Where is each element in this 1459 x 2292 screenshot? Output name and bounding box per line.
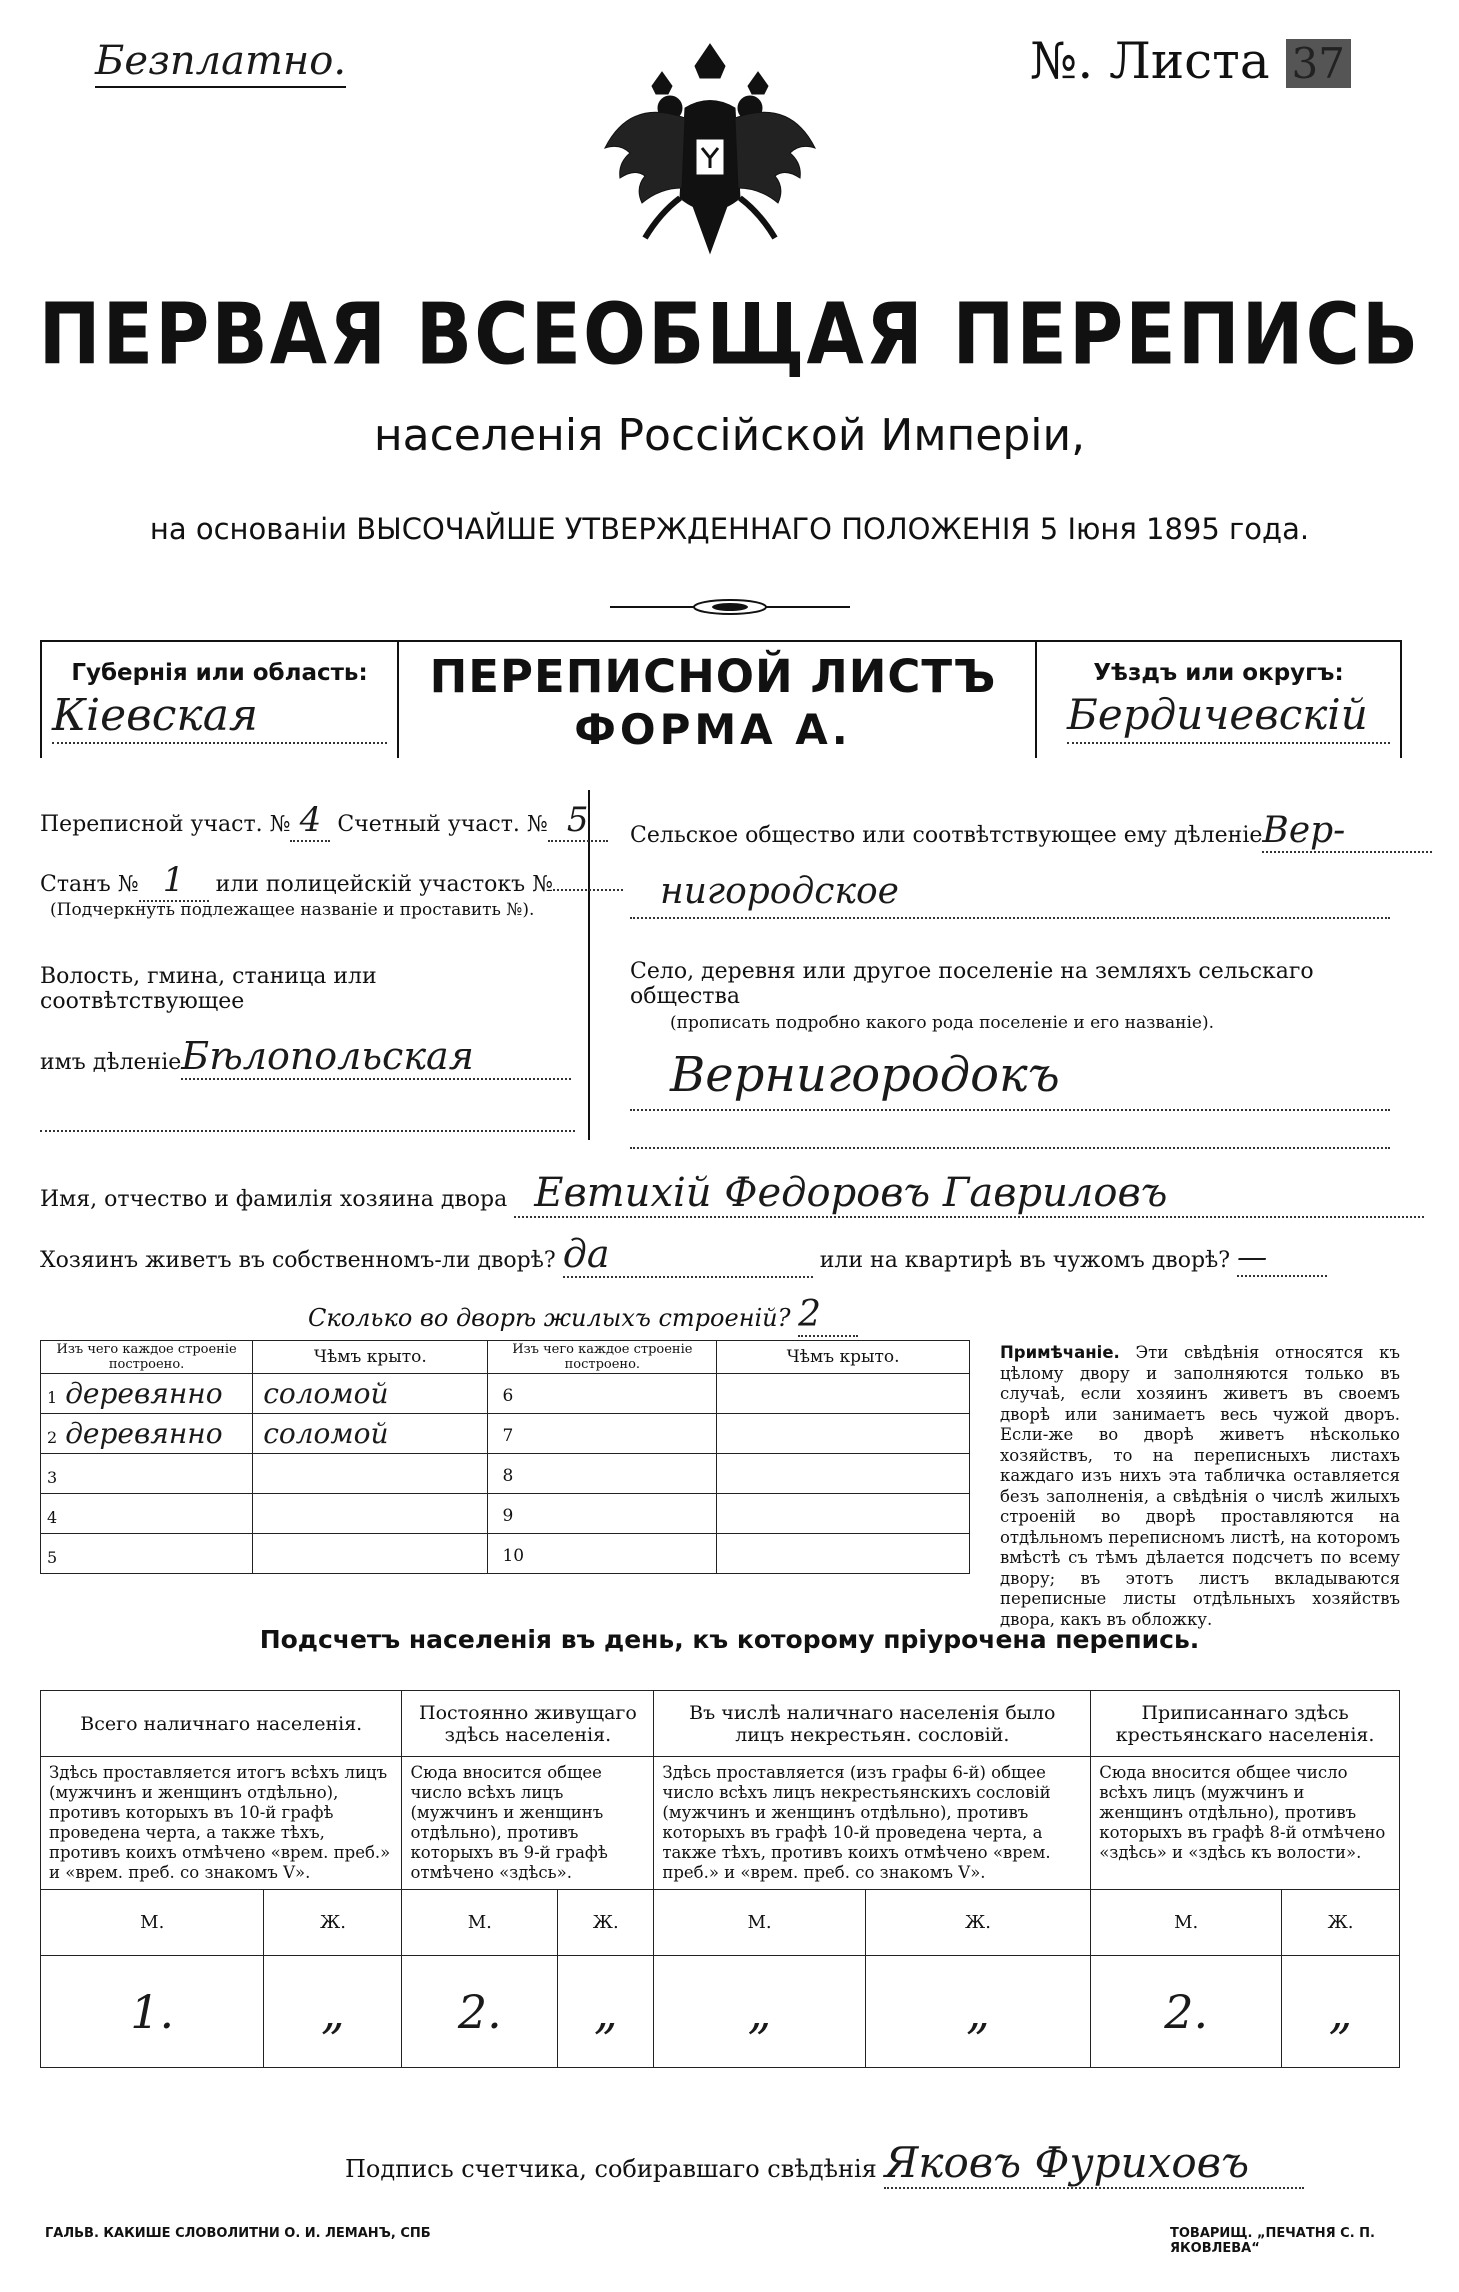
building-material-cell[interactable] [41, 1534, 253, 1574]
owner-section [40, 1170, 1400, 1337]
table-row [41, 1454, 970, 1494]
col-roof-left: Чѣмъ крыто. [253, 1341, 488, 1374]
village-note: (прописать подробно какого рода поселеніе и его названіе). [670, 1013, 1214, 1033]
building-roof[interactable] [253, 1494, 488, 1534]
stan-row [40, 860, 580, 900]
building-roof[interactable]: соломой [253, 1414, 488, 1454]
own-yard-value[interactable]: да [563, 1232, 813, 1278]
table-row [41, 1374, 970, 1414]
volost-value[interactable]: Бѣлопольская [181, 1034, 571, 1080]
male-count[interactable]: 2. [1091, 1956, 1282, 2068]
building-roof[interactable] [253, 1454, 488, 1494]
signature-value[interactable]: Яковъ Фуриховъ [884, 2138, 1304, 2189]
building-number: 10 [502, 1545, 525, 1566]
uezd-label: Уѣздъ или округъ: [1093, 660, 1344, 686]
female-label: Ж. [1282, 1890, 1400, 1956]
form-title-block [398, 650, 1028, 754]
male-label: М. [654, 1890, 865, 1956]
society-row [630, 810, 1390, 853]
population-column-desc: Здѣсь проставляется итогъ всѣхъ лицъ (мужчинъ и женщинъ отдѣльно), противъ которыхъ въ 10-й графѣ проведена черта, а также тѣхъ, противъ коихъ отмѣчено «врем. преб.» и «врем. преб. со знакомъ V». [41, 1757, 402, 1890]
uezd-value[interactable]: Бердичевскій [1067, 690, 1390, 744]
police-value[interactable] [553, 867, 623, 891]
female-count[interactable]: „ [264, 1956, 402, 2068]
buildings-note [1000, 1343, 1400, 1630]
page-subtitle: населенія Россійской Имперіи, [373, 410, 1086, 461]
coat-of-arms-icon [590, 38, 830, 278]
society-value-2[interactable]: нигородское [630, 871, 1390, 919]
owner-name-value[interactable]: Евтихій Федоровъ Гавриловъ [514, 1170, 1424, 1218]
rent-label: или на квартирѣ въ чужомъ дворѣ? [819, 1248, 1231, 1273]
gubernia-value[interactable]: Кіевская [52, 690, 387, 744]
sheet-number [1030, 32, 1351, 90]
female-count[interactable]: „ [558, 1956, 654, 2068]
buildings-count-label: Сколько во дворѣ жилыхъ строеній? [308, 1304, 791, 1332]
population-column-desc: Сюда вносится общее число всѣхъ лицъ (мужчинъ и женщинъ отдѣльно), противъ которыхъ въ 9-й графѣ отмѣчено «здѣсь». [402, 1757, 654, 1890]
gubernia-block [40, 640, 399, 758]
note-text: Эти свѣдѣнія относятся къ цѣлому двору и заполняются только въ случаѣ, если хозяинъ живетъ въ своемъ дворѣ или занимаетъ весь чужой дворъ. Если-же во дворѣ живетъ нѣсколько хозяйствъ, то на переписныхъ листахъ каждаго изъ нихъ эта табличка оставляется безъ заполненія, а свѣдѣнія о числѣ жилыхъ строеній во дворѣ проставляются на отдѣльномъ переписномъ листѣ, на которомъ вмѣстѣ съ тѣмъ дѣлается подсчетъ по всему двору; въ этотъ листъ вкладываются переписные листы отдѣльныхъ хозяйствъ двора, какъ въ обложку. [1000, 1343, 1400, 1629]
note-head: Примѣчаніе. [1000, 1343, 1120, 1362]
police-label: или полицейскій участокъ № [215, 872, 553, 897]
uezd-block [1035, 640, 1402, 758]
society-value[interactable]: Вер- [1262, 810, 1432, 853]
building-material-cell[interactable] [41, 1494, 253, 1534]
table-row [41, 1494, 970, 1534]
village-extra-line[interactable] [630, 1137, 1390, 1149]
buildings-count-value[interactable]: 2 [798, 1294, 858, 1337]
building-material-cell[interactable] [488, 1494, 717, 1534]
population-column-desc: Здѣсь проставляется (изъ графы 6-й) общее число всѣхъ лицъ некрестьянскихъ сословій (мужчинъ и женщинъ отдѣльно), противъ которыхъ въ графѣ 10-й проведена черта, а также тѣхъ, противъ коихъ отмѣчено «врем. преб.» и «врем. преб. со знакомъ V». [654, 1757, 1091, 1890]
building-number: 7 [502, 1425, 514, 1446]
building-material: деревянно [65, 1377, 223, 1410]
building-material-cell[interactable] [488, 1414, 717, 1454]
building-number: 6 [502, 1385, 514, 1406]
rent-value[interactable]: — [1237, 1240, 1327, 1277]
female-count[interactable]: „ [865, 1956, 1090, 2068]
male-count[interactable]: 2. [402, 1956, 558, 2068]
population-table-desc [41, 1757, 1400, 1890]
population-column-head: Всего наличнаго населенія. [41, 1691, 402, 1757]
table-row [41, 1414, 970, 1454]
building-roof[interactable] [717, 1494, 970, 1534]
count-label: Счетный участ. № [337, 812, 548, 837]
building-material-cell[interactable] [488, 1454, 717, 1494]
own-yard-label: Хозяинъ живетъ въ собственномъ-ли дворѣ? [40, 1248, 556, 1273]
building-roof[interactable] [253, 1534, 488, 1574]
male-label: М. [41, 1890, 264, 1956]
female-label: Ж. [865, 1890, 1090, 1956]
building-material-cell[interactable] [488, 1374, 717, 1414]
volost-label: Волость, гмина, станица или соотвѣтствующее [40, 964, 377, 1014]
population-column-head: Въ числѣ наличнаго населенія было лицъ некрестьян. сословій. [654, 1691, 1091, 1757]
village-label: Село, деревня или другое поселеніе на земляхъ сельскаго общества [630, 959, 1314, 1009]
form-title: ПЕРЕПИСНОЙ ЛИСТЪ [429, 650, 997, 703]
left-details [40, 800, 589, 1132]
page-title: ПЕРВАЯ ВСЕОБЩАЯ ПЕРЕПИСЬ [38, 285, 1421, 385]
printer-right: ТОВАРИЩ. „ПЕЧАТНЯ С. П. ЯКОВЛЕВА“ [1170, 2226, 1375, 2256]
population-table [40, 1690, 1400, 2068]
population-table-values [41, 1956, 1400, 2068]
free-label: Безплатно. [95, 38, 346, 88]
building-number: 2 [47, 1428, 58, 1447]
village-value[interactable]: Вернигородокъ [630, 1047, 1390, 1111]
male-count[interactable]: 1. [41, 1956, 264, 2068]
table-row [41, 1534, 970, 1574]
col-material-left: Изъ чего каждое строеніе построено. [41, 1341, 253, 1374]
count-value[interactable]: 5 [548, 800, 608, 842]
right-details [630, 810, 1390, 1149]
district-row [40, 800, 589, 852]
building-number: 8 [502, 1465, 514, 1486]
building-roof[interactable] [717, 1454, 970, 1494]
count-title: Подсчетъ населенія въ день, къ которому пріурочена перепись. [259, 1625, 1200, 1654]
stan-label: Станъ № [40, 872, 139, 897]
owner-residence-row [40, 1232, 1400, 1278]
building-roof[interactable]: соломой [253, 1374, 488, 1414]
buildings-table [40, 1340, 970, 1574]
population-column-desc: Сюда вносится общее число всѣхъ лицъ (мужчинъ и женщинъ отдѣльно), противъ которыхъ въ графѣ 8-й отмѣчено «здѣсь» и «здѣсь къ волости». [1091, 1757, 1400, 1890]
volost-extra-line[interactable] [40, 1120, 575, 1132]
stan-note: (Подчеркнуть подлежащее названіе и проставить №). [50, 900, 535, 920]
building-number: 1 [47, 1388, 58, 1407]
building-roof[interactable] [717, 1414, 970, 1454]
ornament-divider [610, 597, 850, 617]
building-number: 4 [47, 1508, 58, 1527]
building-material-cell[interactable] [41, 1454, 253, 1494]
basis-line: на основаніи ВЫСОЧАЙШЕ УТВЕРЖДЕННАГО ПОЛОЖЕНІЯ 5 Іюня 1895 года. [149, 512, 1310, 546]
col-material-right: Изъ чего каждое строеніе построено. [488, 1341, 717, 1374]
buildings-count-row [308, 1294, 1400, 1337]
population-column-head: Постоянно живущаго здѣсь населенія. [402, 1691, 654, 1757]
signature-row [345, 2138, 1304, 2189]
building-material: деревянно [65, 1417, 223, 1450]
printer-left: ГАЛЬВ. КАКИШЕ СЛОВОЛИТНИ О. И. ЛЕМАНЪ, СПБ [45, 2226, 431, 2241]
stan-value[interactable]: 1 [139, 860, 209, 902]
population-table-head [41, 1691, 1400, 1757]
district-value[interactable]: 4 [290, 800, 330, 842]
building-number: 5 [47, 1548, 58, 1567]
gubernia-label: Губернія или область: [71, 660, 368, 686]
female-label: Ж. [558, 1890, 654, 1956]
building-material-cell[interactable] [41, 1414, 253, 1454]
society-label: Сельское общество или соотвѣтствующее ему дѣленіе [630, 823, 1263, 848]
building-material-cell[interactable] [41, 1374, 253, 1414]
buildings-table-header [41, 1341, 970, 1374]
building-roof[interactable] [717, 1534, 970, 1574]
male-label: М. [1091, 1890, 1282, 1956]
owner-name-row [40, 1170, 1400, 1218]
building-number: 3 [47, 1468, 58, 1487]
volost-label-2: имъ дѣленіе [40, 1050, 182, 1075]
building-material-cell[interactable] [488, 1534, 717, 1574]
owner-name-label: Имя, отчество и фамилія хозяина двора [40, 1187, 508, 1212]
male-label: М. [402, 1890, 558, 1956]
district-label: Переписной участ. № [40, 812, 291, 837]
female-count[interactable]: „ [1282, 1956, 1400, 2068]
building-number: 9 [502, 1505, 514, 1526]
form-subtitle: ФОРМА А. [574, 705, 852, 754]
col-roof-right: Чѣмъ крыто. [717, 1341, 970, 1374]
population-column-head: Приписаннаго здѣсь крестьянскаго населенія. [1091, 1691, 1400, 1757]
population-table-mf [41, 1890, 1400, 1956]
building-roof[interactable] [717, 1374, 970, 1414]
details-divider [588, 790, 590, 1140]
female-label: Ж. [264, 1890, 402, 1956]
male-count[interactable]: „ [654, 1956, 865, 2068]
sheet-number-value: 37 [1286, 39, 1351, 88]
sheet-number-label: №. Листа [1030, 32, 1270, 90]
volost-row [40, 1034, 580, 1080]
signature-label: Подпись счетчика, собиравшаго свѣдѣнія [345, 2155, 877, 2183]
